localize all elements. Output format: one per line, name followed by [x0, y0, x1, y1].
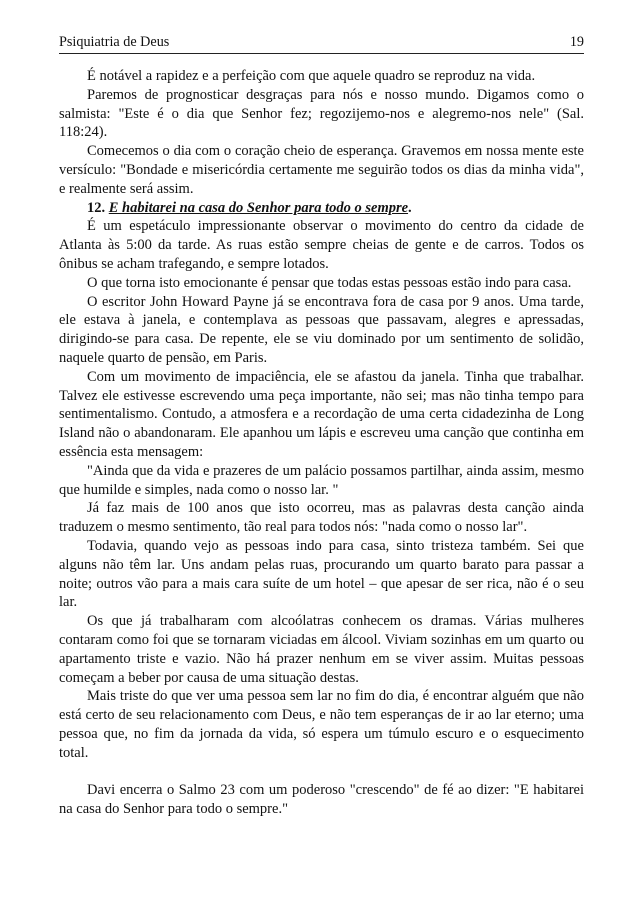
paragraph: Já faz mais de 100 anos que isto ocorreu, mas as palavras desta canção ainda traduzem o mesmo sentimento, tão real para todos nós: "nada como o nosso lar". — [59, 500, 584, 536]
section-number: 12. — [87, 199, 106, 216]
paragraph: Mais triste do que ver uma pessoa sem lar no fim do dia, é encontrar alguém que não está certo de seu relacionamento com Deus, e não tem esperanças de ir ao lar eterno; uma pessoa que, no fim da jornada da vida, só espera um túmulo escuro e o esquecimento total. — [59, 688, 584, 761]
page-body — [59, 67, 584, 819]
running-title: Psiquiatria de Deus — [59, 34, 170, 50]
quoted-lyric: "Ainda que da vida e prazeres de um palácio possamos partilhar, ainda assim, mesmo que humilde e simples, nada como o nosso lar. " — [59, 462, 584, 498]
paragraph: O escritor John Howard Payne já se encontrava fora de casa por 9 anos. Uma tarde, ele estava à janela, e contemplava as pessoas que passavam, alegres e apressadas, dirigindo-se para casa. De repente, ele se viu dominado por um sentimento de solidão, naquele quarto de pensão, em Paris. — [59, 293, 584, 366]
paragraph: É notável a rapidez e a perfeição com que aquele quadro se reproduz na vida. — [87, 68, 536, 84]
document-page — [59, 34, 584, 819]
paragraph: Comecemos o dia com o coração cheio de esperança. Gravemos em nossa mente este versículo: "Bondade e misericórdia certamente me seguirão todos os dias da minha vida", e realmente será assim. — [59, 143, 584, 197]
paragraph: Paremos de prognosticar desgraças para nós e nosso mundo. Digamos como o salmista: "Este é o dia que Senhor fez; regozijemo-nos e alegremo-nos nele" (Sal. 118:24). — [59, 86, 584, 141]
paragraph: Todavia, quando vejo as pessoas indo para casa, sinto tristeza também. Sei que alguns não têm lar. Uns andam pelas ruas, procurando um quarto barato para passar a noite; outros vão para a mais cara suíte de um hotel – que apesar de ser rica, não é o seu lar. — [59, 537, 584, 611]
paragraph: Com um movimento de impaciência, ele se afastou da janela. Tinha que trabalhar. Talvez ele estivesse escrevendo uma peça importante, não sei; mas não tinha tempo para sentimentalismo. Contudo, a atmosfera e a recordação de uma certa cidadezinha de Long Island não o abandonaram. Ele apanhou um lápis e escreveu uma canção que continha em essência esta mensagem: — [59, 368, 584, 460]
page-number: 19 — [569, 34, 584, 50]
closing-paragraph: Davi encerra o Salmo 23 com um poderoso "crescendo" de fé ao dizer: "E habitarei na casa do Senhor para todo o sempre." — [59, 782, 584, 818]
section-title-period: . — [408, 199, 412, 216]
section-heading — [59, 199, 584, 218]
paragraph: O que torna isto emocionante é pensar que todas estas pessoas estão indo para casa. — [87, 274, 572, 291]
paragraph: É um espetáculo impressionante observar o movimento do centro da cidade de Atlanta às 5:00 da tarde. As ruas estão sempre cheias de gente e de carros. Todos os ônibus se acham trafegando, e sempre lotados. — [59, 218, 584, 272]
paragraph: Os que já trabalharam com alcoólatras conhecem os dramas. Várias mulheres contaram como foi que se tornaram viciadas em álcool. Viviam sozinhas em um quarto ou apartamento triste e vazio. Não há prazer nenhum em se viver assim. Muitas pessoas começam a beber por causa de uma situação destas. — [59, 613, 584, 686]
section-title-text: E habitarei na casa do Senhor para todo o sempre — [108, 199, 409, 216]
running-header — [59, 34, 584, 54]
